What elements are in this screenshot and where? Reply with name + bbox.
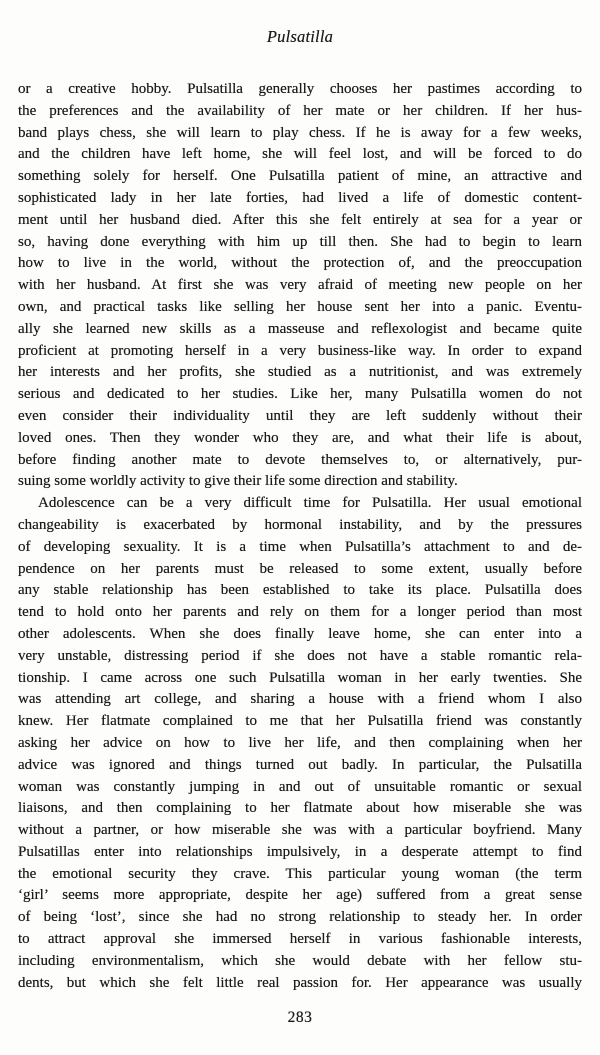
- text-line: knew. Her flatmate complained to me that her Pulsatilla friend was constantly: [18, 713, 582, 730]
- body-text: [18, 79, 582, 994]
- text-line: proficient at promoting herself in a very business-like way. In order to expand: [18, 342, 582, 359]
- page-number: 283: [287, 1009, 313, 1026]
- text-line: even consider their individuality until they are left suddenly without their: [18, 407, 582, 424]
- text-line: advice was ignored and things turned out badly. In particular, the Pulsatilla: [18, 756, 582, 773]
- text-line: very unstable, distressing period if she does not have a stable romantic rela-: [18, 647, 582, 664]
- text-line: ally she learned new skills as a masseuse and reflexologist and became quite: [18, 320, 582, 337]
- text-line: how to live in the world, without the protection of, and the preoccupation: [18, 255, 582, 272]
- text-line: liaisons, and then complaining to her flatmate about how miserable she was: [18, 800, 582, 817]
- text-line: of being ‘lost’, since she had no strong relationship to steady her. In order: [18, 909, 582, 926]
- text-line: ment until her husband died. After this she felt entirely at sea for a year or: [18, 211, 582, 228]
- text-line: any stable relationship has been established to take its place. Pulsatilla does: [18, 582, 582, 599]
- text-line: serious and dedicated to her studies. Like her, many Pulsatilla women do not: [18, 386, 582, 403]
- text-line: with her husband. At first she was very afraid of meeting new people on her: [18, 277, 582, 294]
- text-line: own, and practical tasks like selling her house sent her into a panic. Eventu-: [18, 298, 582, 315]
- text-line: and the children have left home, she will feel lost, and will be forced to do: [18, 146, 582, 163]
- text-line: tend to hold onto her parents and rely on them for a longer period than most: [18, 604, 582, 621]
- text-line: the preferences and the availability of her mate or her children. If her hus-: [18, 102, 582, 119]
- text-line: of developing sexuality. It is a time when Pulsatilla’s attachment to and de-: [18, 538, 582, 555]
- text-line: Pulsatillas enter into relationships impulsively, in a desperate attempt to find: [18, 843, 582, 860]
- text-line: dents, but which she felt little real passion for. Her appearance was usually: [18, 974, 582, 991]
- text-line: her interests and her profits, she studied as a nutritionist, and was extremely: [18, 364, 582, 381]
- text-line: before finding another mate to devote themselves to, or alternatively, pur-: [18, 451, 582, 468]
- text-line: Adolescence can be a very difficult time for Pulsatilla. Her usual emotional: [38, 495, 582, 512]
- text-line: something solely for herself. One Pulsatilla patient of mine, an attractive and: [18, 168, 582, 185]
- text-line: sophisticated lady in her late forties, had lived a life of domestic content-: [18, 189, 582, 206]
- text-line: pendence on her parents must be released to some extent, usually before: [18, 560, 582, 577]
- text-line: was attending art college, and sharing a house with a friend whom I also: [18, 691, 582, 708]
- text-line: other adolescents. When she does finally leave home, she can enter into a: [18, 625, 582, 642]
- text-line: the emotional security they crave. This particular young woman (the term: [18, 865, 582, 882]
- text-line: band plays chess, she will learn to play chess. If he is away for a few weeks,: [18, 124, 582, 141]
- text-line: so, having done everything with him up till then. She had to begin to learn: [18, 233, 582, 250]
- text-line: ‘girl’ seems more appropriate, despite her age) suffered from a great sense: [18, 887, 582, 904]
- text-line: loved ones. Then they wonder who they are, and what their life is about,: [18, 429, 582, 446]
- text-line: including environmentalism, which she would debate with her fellow stu-: [18, 952, 582, 969]
- text-line: changeability is exacerbated by hormonal instability, and by the pressures: [18, 516, 582, 533]
- text-line: woman was constantly jumping in and out of unsuitable romantic or sexual: [18, 778, 582, 795]
- running-head: Pulsatilla: [266, 27, 334, 46]
- text-line: tionship. I came across one such Pulsatilla woman in her early twenties. She: [18, 669, 582, 686]
- text-line: suing some worldly activity to give their life some direction and stability.: [18, 473, 458, 490]
- text-line: without a partner, or how miserable she was with a particular boyfriend. Many: [18, 822, 582, 839]
- text-line: asking her advice on how to live her life, and then complaining when her: [18, 734, 582, 751]
- text-line: or a creative hobby. Pulsatilla generally chooses her pastimes according to: [18, 81, 582, 97]
- text-line: to attract approval she immersed herself in various fashionable interests,: [18, 931, 582, 948]
